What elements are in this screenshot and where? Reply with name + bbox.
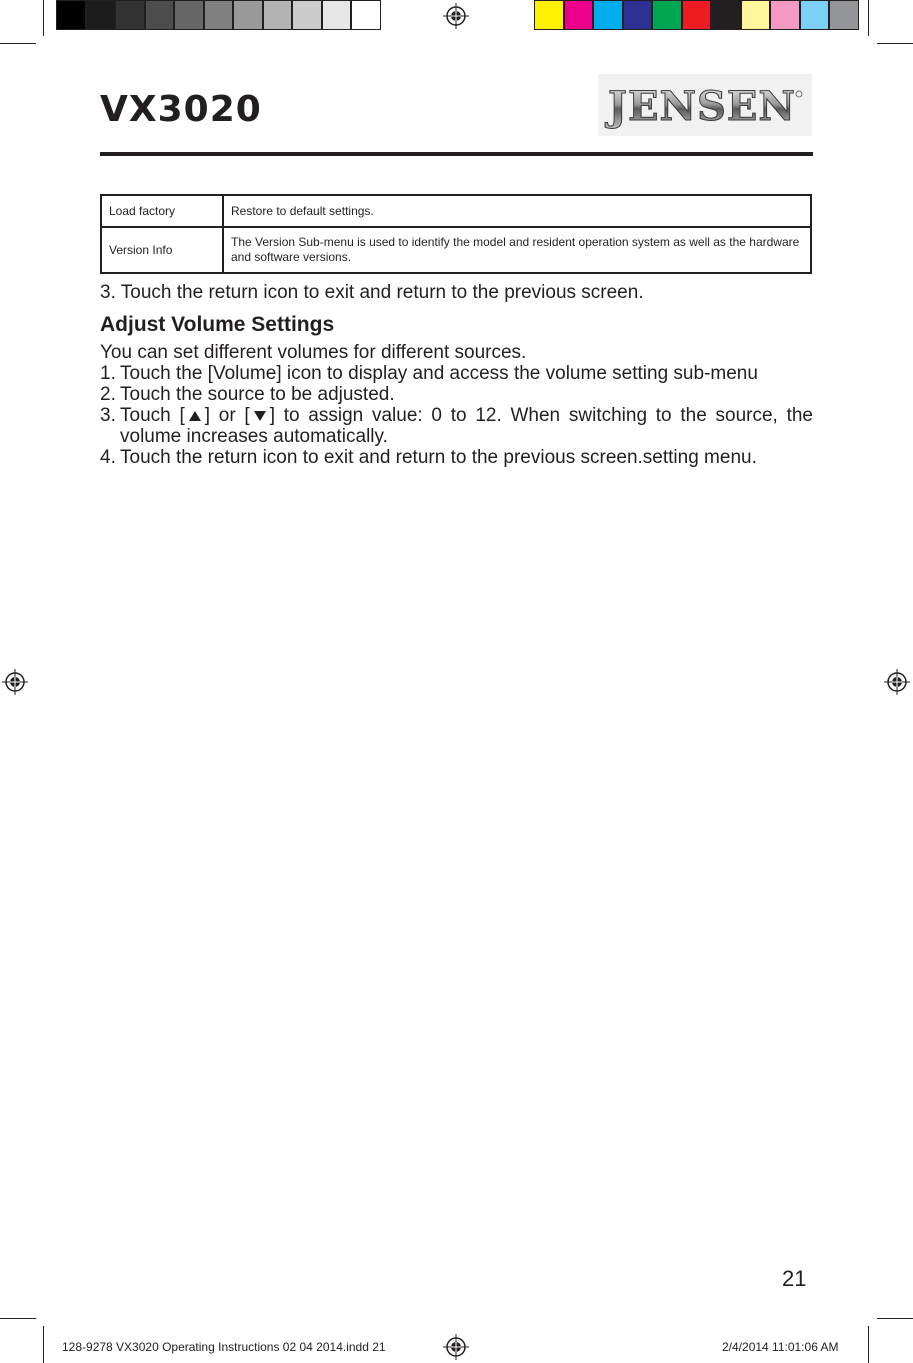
color-swatch	[263, 0, 293, 30]
color-swatch	[115, 0, 145, 30]
previous-step	[100, 282, 813, 303]
step-number: 3.	[100, 282, 116, 303]
color-swatch	[174, 0, 204, 30]
step-text: Touch the return icon to exit and return to the previous screen.	[120, 282, 644, 303]
step-text-part: Touch [	[120, 405, 185, 426]
grayscale-calibration-bar	[56, 0, 381, 30]
setting-name: Load factory	[101, 195, 223, 227]
section-heading: Adjust Volume Settings	[100, 313, 335, 336]
section-intro: You can set different volumes for different sources.	[100, 342, 527, 363]
jensen-logo	[598, 74, 812, 136]
step-number: 3.	[100, 405, 116, 426]
color-swatch	[711, 0, 741, 30]
registration-mark-icon	[443, 3, 469, 29]
step-text: Touch the source to be adjusted.	[120, 384, 395, 405]
color-swatch	[682, 0, 712, 30]
color-swatch	[652, 0, 682, 30]
registration-mark-icon	[884, 669, 910, 695]
color-swatch	[322, 0, 352, 30]
step-text: Touch the return icon to exit and return to the previous screen.setting menu.	[120, 447, 757, 468]
crop-mark	[868, 0, 869, 36]
crop-mark	[0, 43, 36, 44]
setting-description: The Version Sub-menu is used to identify the model and resident operation system as well as the hardware and software versions.	[223, 227, 811, 273]
slug-filename: 128-9278 VX3020 Operating Instructions 02 04 2014.indd 21	[62, 1340, 386, 1354]
header-rule	[100, 152, 813, 156]
brand-name: JENSEN	[608, 83, 796, 130]
step-text-part: ] to assign value: 0 to 12. When switching to the source, the volume increases automatically.	[120, 405, 813, 447]
step-number: 4.	[100, 447, 116, 468]
crop-mark	[0, 1318, 36, 1319]
step-number: 1.	[100, 363, 116, 384]
setting-description: Restore to default settings.	[223, 195, 811, 227]
table-row	[101, 195, 811, 227]
color-swatch	[145, 0, 175, 30]
table-row	[101, 227, 811, 273]
color-swatch	[593, 0, 623, 30]
color-swatch	[86, 0, 116, 30]
color-swatch	[292, 0, 322, 30]
color-swatch	[56, 0, 86, 30]
registration-mark-icon	[443, 1334, 469, 1360]
settings-table	[100, 194, 812, 274]
crop-mark	[877, 1318, 913, 1319]
page-number: 21	[782, 1266, 807, 1291]
crop-mark	[43, 0, 44, 36]
setting-name: Version Info	[101, 227, 223, 273]
step-text	[120, 405, 813, 447]
color-swatch	[770, 0, 800, 30]
color-swatch	[564, 0, 594, 30]
slug-timestamp: 2/4/2014 11:01:06 AM	[722, 1340, 839, 1354]
crop-mark	[877, 43, 913, 44]
color-swatch	[800, 0, 830, 30]
color-swatch	[351, 0, 381, 30]
model-title: VX3020	[100, 89, 262, 130]
list-item	[100, 447, 813, 468]
color-calibration-bar	[534, 0, 859, 30]
step-number: 2.	[100, 384, 116, 405]
registration-mark-icon	[2, 669, 28, 695]
color-swatch	[829, 0, 859, 30]
crop-mark	[868, 1326, 869, 1363]
color-swatch	[233, 0, 263, 30]
step-text-part: ] or [	[204, 405, 250, 426]
volume-steps-list	[100, 363, 813, 468]
list-item	[100, 405, 813, 447]
color-swatch	[741, 0, 771, 30]
step-text: Touch the [Volume] icon to display and access the volume setting sub-menu	[120, 363, 758, 384]
up-arrow-icon	[188, 410, 202, 422]
crop-mark	[43, 1326, 44, 1363]
list-item	[100, 384, 813, 405]
color-swatch	[204, 0, 234, 30]
list-item	[100, 363, 813, 384]
color-swatch	[534, 0, 564, 30]
down-arrow-icon	[253, 410, 267, 422]
color-swatch	[623, 0, 653, 30]
